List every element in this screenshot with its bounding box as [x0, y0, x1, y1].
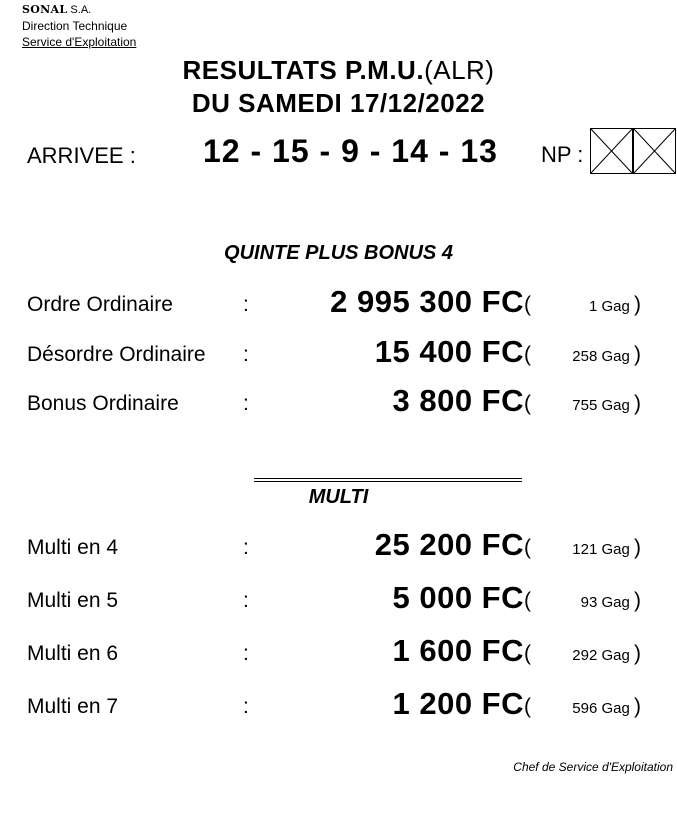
result-winners	[572, 642, 641, 666]
winners-count: 121 Gag	[572, 541, 630, 558]
result-paren-open: (	[524, 589, 531, 612]
result-winners	[572, 392, 641, 416]
direction-line: Direction Technique	[22, 19, 128, 33]
result-paren-open: (	[524, 642, 531, 665]
result-colon: :	[243, 293, 249, 316]
title-suffix: (ALR)	[424, 55, 495, 85]
quinte-heading: QUINTE PLUS BONUS 4	[224, 242, 453, 264]
result-winners	[572, 695, 641, 719]
page-subtitle: DU SAMEDI 17/12/2022	[191, 88, 486, 118]
result-label: Désordre Ordinaire	[27, 343, 206, 366]
winners-paren-close: )	[634, 293, 641, 316]
company-suffix: S.A.	[70, 4, 92, 16]
result-paren-open: (	[524, 536, 531, 559]
winners-paren-close: )	[634, 392, 641, 415]
title-main: RESULTATS P.M.U.	[182, 55, 425, 85]
result-colon: :	[243, 343, 249, 366]
result-colon: :	[243, 589, 249, 612]
result-label: Multi en 7	[27, 695, 119, 718]
result-winners	[581, 589, 641, 613]
page-title	[0, 55, 677, 86]
result-amount: 2 995 300 FC	[330, 284, 524, 319]
result-colon: :	[243, 642, 249, 665]
np-crossed-boxes	[590, 128, 676, 174]
result-label: Ordre Ordinaire	[27, 293, 173, 316]
result-paren-open: (	[524, 293, 531, 316]
company-logo-text: SONAL	[22, 3, 68, 16]
result-amount: 1 600 FC	[392, 633, 524, 668]
winners-count: 258 Gag	[572, 348, 630, 365]
winners-paren-close: )	[634, 343, 641, 366]
winners-count: 755 Gag	[572, 397, 630, 414]
result-amount: 1 200 FC	[392, 686, 524, 721]
np-label: NP :	[541, 142, 584, 167]
result-colon: :	[243, 536, 249, 559]
result-label: Bonus Ordinaire	[27, 392, 179, 415]
result-paren-open: (	[524, 695, 531, 718]
winners-paren-close: )	[634, 589, 641, 612]
result-label: Multi en 4	[27, 536, 119, 559]
multi-rule-top	[254, 478, 522, 479]
result-amount: 25 200 FC	[374, 527, 524, 562]
multi-rule-bottom	[254, 481, 522, 482]
result-winners	[572, 343, 641, 367]
winners-paren-close: )	[634, 695, 641, 718]
result-amount: 5 000 FC	[392, 580, 524, 615]
winners-count: 93 Gag	[580, 594, 630, 611]
winners-count: 292 Gag	[572, 647, 630, 664]
result-amount: 3 800 FC	[392, 383, 524, 418]
service-line: Service d'Exploitation	[22, 35, 137, 49]
winners-count: 1 Gag	[588, 298, 630, 315]
arrivee-label: ARRIVEE :	[27, 143, 136, 168]
result-label: Multi en 6	[27, 642, 119, 665]
result-colon: :	[243, 392, 249, 415]
result-amount: 15 400 FC	[374, 334, 524, 369]
result-paren-open: (	[524, 392, 531, 415]
arrivee-numbers: 12 - 15 - 9 - 14 - 13	[203, 133, 498, 169]
result-winners	[589, 293, 641, 317]
result-paren-open: (	[524, 343, 531, 366]
winners-count: 596 Gag	[572, 700, 630, 717]
signature-caption: Chef de Service d'Exploitation	[513, 760, 673, 774]
company-name	[22, 3, 91, 16]
winners-paren-close: )	[634, 642, 641, 665]
result-colon: :	[243, 695, 249, 718]
result-label: Multi en 5	[27, 589, 119, 612]
multi-heading: MULTI	[308, 486, 369, 508]
result-winners	[572, 536, 641, 560]
winners-paren-close: )	[634, 536, 641, 559]
